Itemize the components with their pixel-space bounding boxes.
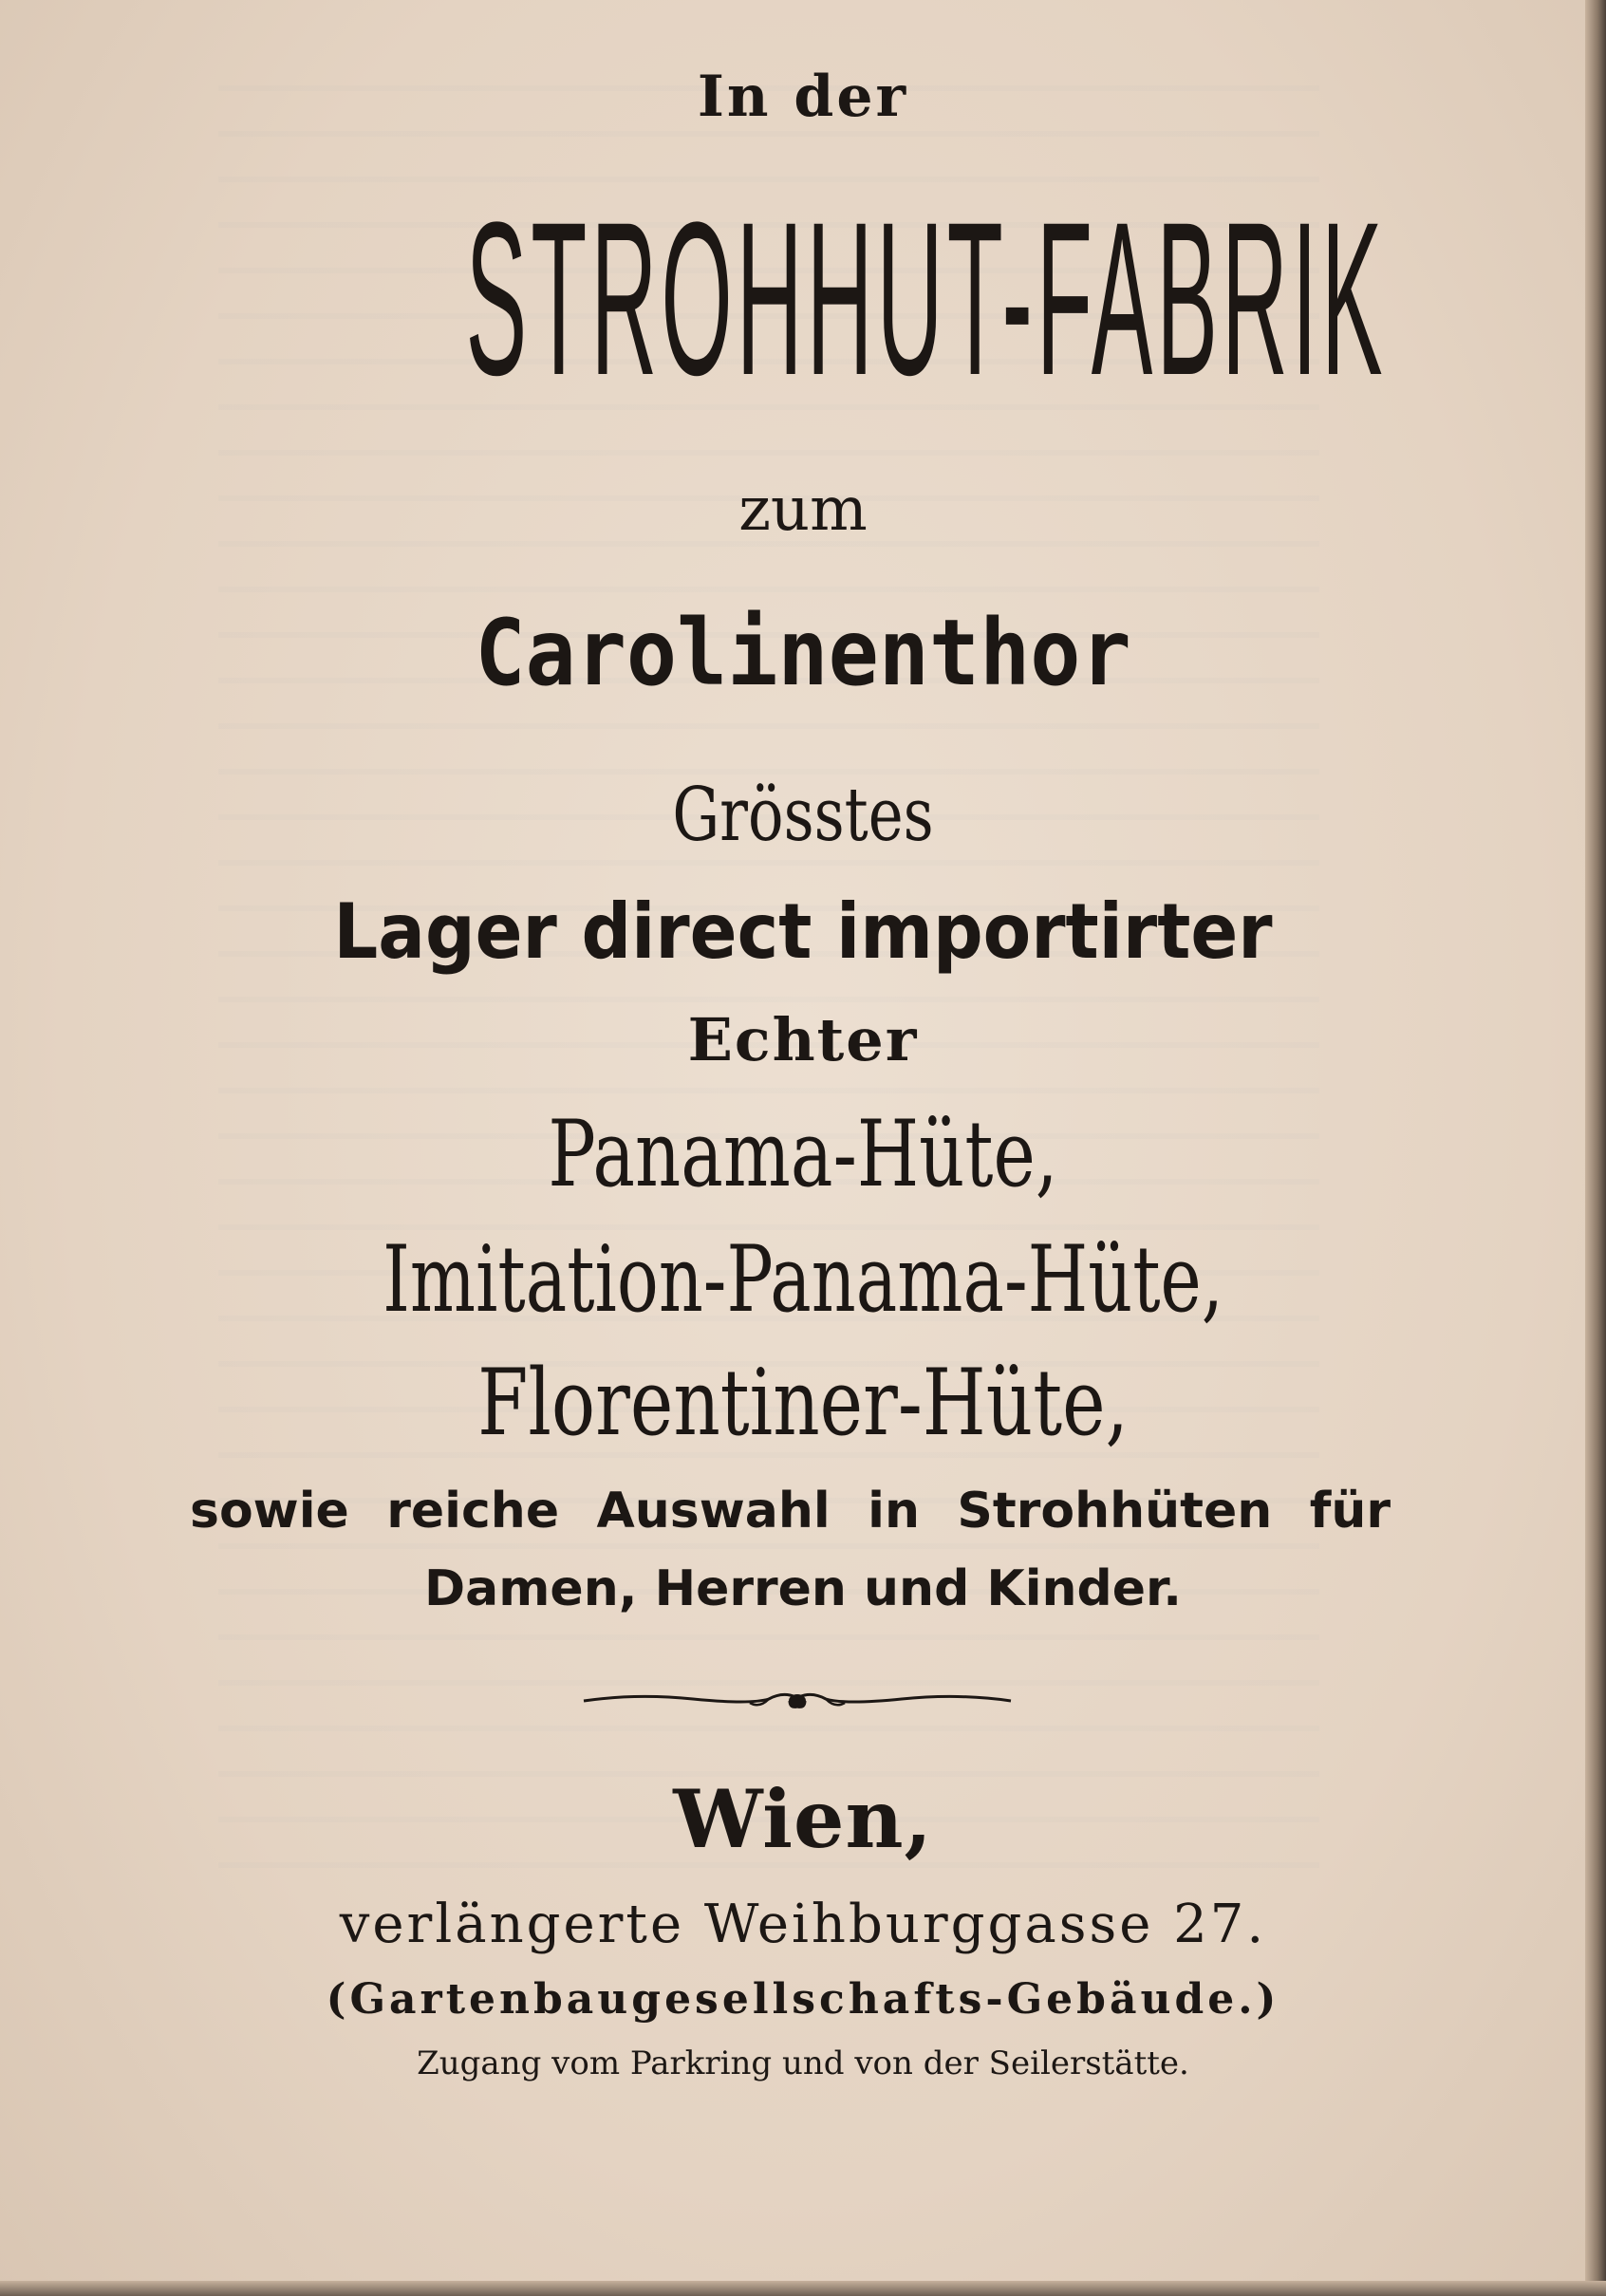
product-line-3: Florentiner-Hüte, — [477, 1350, 1129, 1456]
decorative-divider-icon — [579, 1680, 1016, 1718]
assortment-line-1: sowie reiche Auswahl in Strohhüten für — [190, 1483, 1391, 1540]
lead-text-3: Echter — [687, 1005, 919, 1074]
headline: STROHHUT-FABRIK — [465, 177, 1387, 420]
assortment-line-2: Damen, Herren und Kinder. — [423, 1560, 1183, 1617]
intro-text: In der — [697, 64, 909, 130]
place-name: Carolinenthor — [475, 600, 1131, 706]
page-edge-bottom — [0, 2281, 1606, 2296]
lead-text-1: Grösstes — [672, 773, 934, 858]
access-note: Zugang vom Parkring und von der Seilerstätte. — [417, 2044, 1189, 2082]
connector-text: zum — [738, 475, 868, 545]
street-address: verlängerte Weihburggasse 27. — [339, 1894, 1267, 1955]
page-edge-right — [1585, 0, 1606, 2296]
product-line-2: Imitation-Panama-Hüte, — [383, 1226, 1223, 1333]
product-line-1: Panama-Hüte, — [548, 1101, 1058, 1207]
lead-text-2: Lager direct importirter — [333, 887, 1273, 976]
city-name: Wien, — [673, 1772, 933, 1866]
building-name: (Gartenbaugesellschafts-Gebäude.) — [326, 1975, 1280, 2024]
